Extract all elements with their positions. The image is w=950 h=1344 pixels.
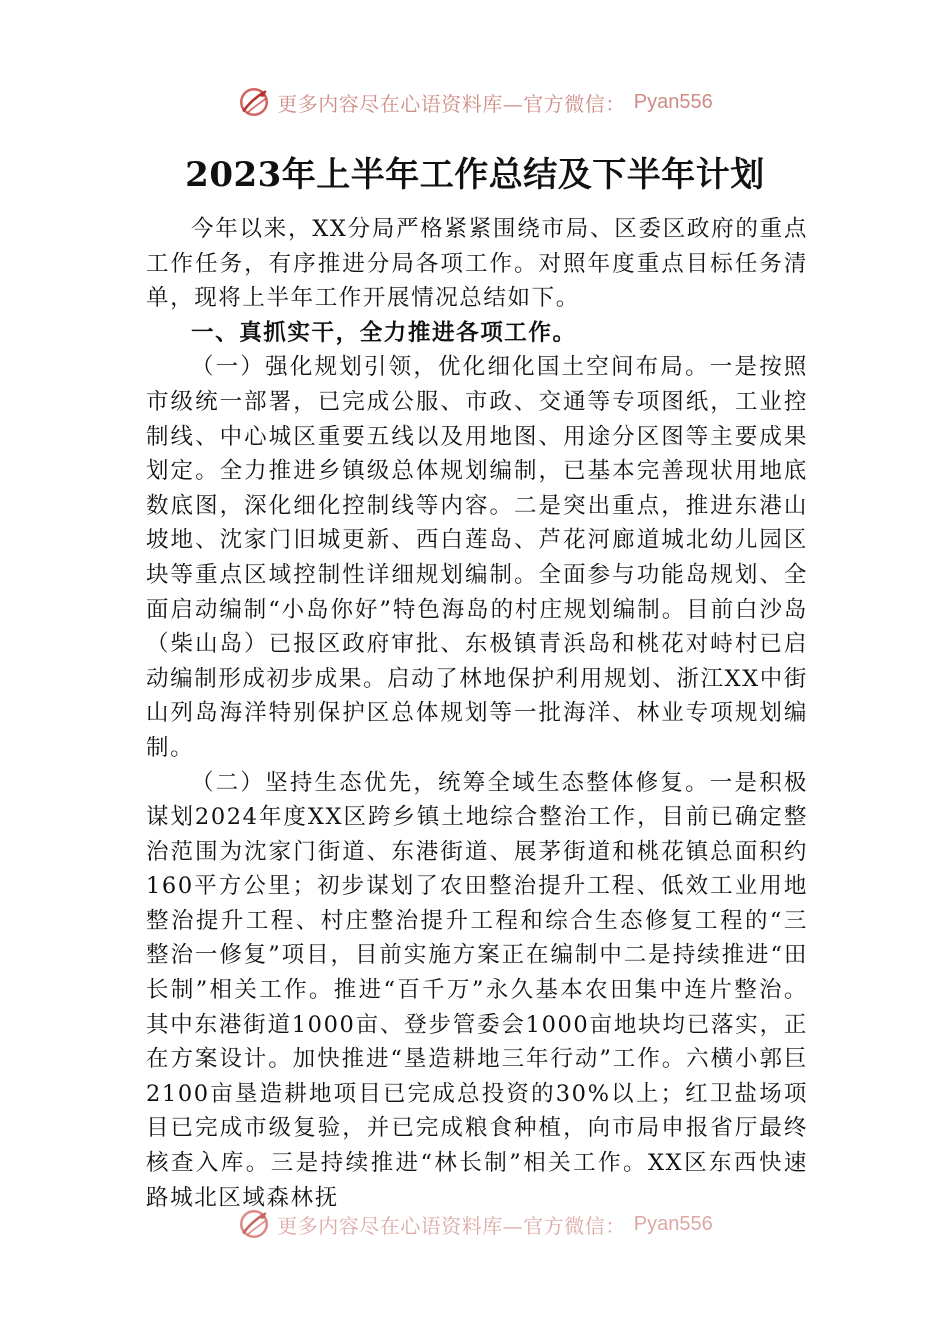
intro-paragraph: 今年以来，XX分局严格紧紧围绕市局、区委区政府的重点工作任务，有序推进分局各项工作。对照年度重点目标任务清单，现将上半年工作开展情况总结如下。: [146, 216, 808, 312]
document-body: [146, 212, 808, 1215]
document-title: 2023年上半年工作总结及下半年计划: [185, 155, 765, 195]
watermark-text: 更多内容尽在心语资料库—官方微信：: [277, 91, 626, 116]
item-2-lead: （二）坚持生态优先，统筹全域生态整体修复。: [191, 769, 710, 796]
watermark-wechat-id: Pyan556: [633, 90, 713, 113]
brush-logo-icon: [237, 85, 271, 119]
item-1-lead: （一）强化规划引领，优化细化国土空间布局。: [191, 354, 710, 381]
item-2-paragraph: [146, 766, 808, 1216]
watermark-text: 更多内容尽在心语资料库—官方微信：: [277, 1213, 626, 1238]
watermark-wechat-id: Pyan556: [633, 1212, 713, 1235]
item-1-body: 一是按照市级统一部署，已完成公服、市政、交通等专项图纸，工业控制线、中心城区重要五线以及用地图、用途分区图等主要成果划定。全力推进乡镇级总体规划编制，已基本完善现状用地底数底图，深化细化控制线等内容。二是突出重点，推进东港山坡地、沈家门旧城更新、西白莲岛、芦花河廊道城北幼儿园区块等重点区域控制性详细规划编制。全面参与功能岛规划、全面启动编制“小岛你好”特色海岛的村庄规划编制。目前白沙岛（柴山岛）已报区政府审批、东极镇青浜岛和桃花对峙村已启动编制形成初步成果。启动了林地保护利用规划、浙江XX中街山列岛海洋特别保护区总体规划等一批海洋、林业专项规划编制。: [146, 354, 808, 761]
watermark-footer: [0, 1206, 950, 1242]
watermark-header: [0, 84, 950, 120]
item-2-body: 一是积极谋划2024年度XX区跨乡镇土地综合整治工作，目前已确定整治范围为沈家门街道、东港街道、展茅街道和桃花镇总面积约160平方公里；初步谋划了农田整治提升工程、低效工业用地整治提升工程、村庄整治提升工程和综合生态修复工程的“三整治一修复”项目，目前实施方案正在编制中二是持续推进“田长制”相关工作。推进“百千万”永久基本农田集中连片整治。其中东港街道1000亩、登步管委会1000亩地块均已落实，正在方案设计。加快推进“垦造耕地三年行动”工作。六横小郭巨2100亩垦造耕地项目已完成总投资的30%以上；红卫盐场项目已完成市级复验，并已完成粮食种植，向市局申报省厅最终核查入库。三是持续推进“林长制”相关工作。XX区东西快速路城北区域森林抚: [146, 769, 808, 1211]
brush-logo-icon: [237, 1207, 271, 1241]
section-heading: 一、真抓实干，全力推进各项工作。: [191, 319, 577, 346]
item-1-paragraph: [146, 350, 808, 765]
